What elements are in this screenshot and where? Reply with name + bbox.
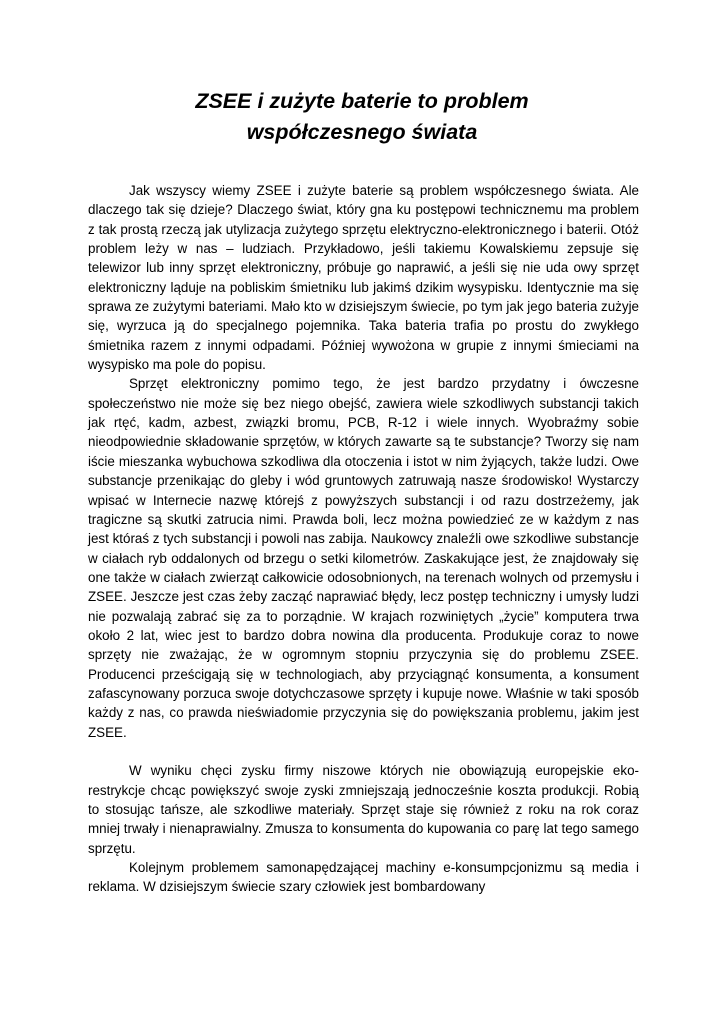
- paragraph-2: Sprzęt elektroniczny pomimo tego, że jest bardzo przydatny i ówczesne społeczeństwo nie może się bez niego obejść, zawiera wiele szkodliwych substancji takich jak rtęć, kadm, azbest, związki bromu, PCB, R-12 i wiele innych. Wyobraźmy sobie nieodpowiednie składowanie sprzętów, w których zawarte są te substancje? Tworzy się nam iście mieszanka wybuchowa szkodliwa dla otoczenia i istot w nim żyjących, także ludzi. Owe substancje przenikając do gleby i wód gruntowych zatruwają nasze środowisko! Wystarczy wpisać w Internecie nazwę którejś z powyższych substancji i od razu dostrzeżemy, jak tragiczne są skutki zatrucia nimi. Prawda boli, lecz można powiedzieć ze w każdym z nas jest któraś z tych substancji i powoli nas zabija. Naukowcy znaleźli owe szkodliwe substancje w ciałach ryb oddalonych od brzegu o setki kilometrów. Zaskakujące jest, że znajdowały się one także w ciałach zwierząt całkowicie odosobnionych, na terenach wolnych od przemysłu i ZSEE. Jeszcze jest czas żeby zacząć naprawiać błędy, lecz postęp techniczny i umysły ludzi nie pozwalają zabrać się za to porządnie. W krajach rozwiniętych „życie” komputera trwa około 2 lat, wiec jest to bardzo dobra nowina dla producenta. Produkuje coraz to nowe sprzęty nie zważając, że w ogromnym stopniu przyczynia się do problemu ZSEE. Producenci prześcigają się w technologiach, aby przyciągnąć konsumenta, a konsument zafascynowany porzuca swoje dotychczasowe sprzęty i kupuje nowe. Właśnie w taki sposób każdy z nas, co prawda nieświadomie przyczynia się do powiększania problemu, jakim jest ZSEE.: [88, 376, 639, 740]
- document-body: [88, 181, 639, 897]
- paragraph-4: Kolejnym problemem samonapędzającej machiny e-konsumpcjonizmu są media i reklama. W dzisiejszym świecie szary człowiek jest bombardowany: [88, 860, 639, 895]
- paragraph-3: W wyniku chęci zysku firmy niszowe których nie obowiązują europejskie eko-restrykcje chcąc powiększyć swoje zyski zmniejszają jednocześnie koszta produkcji. Robią to stosując tańsze, ale szkodliwe materiały. Sprzęt staje się również z roku na rok coraz mniej trwały i nienaprawialny. Zmusza to konsumenta do kupowania co parę lat tego samego sprzętu.: [88, 763, 639, 856]
- paragraph-1: Jak wszyscy wiemy ZSEE i zużyte baterie są problem współczesnego świata. Ale dlaczego tak się dzieje? Dlaczego świat, który gna ku postępowi technicznemu ma problem z tak prostą rzeczą jak utylizacja zużytego sprzętu elektryczno-elektronicznego i baterii. Otóż problem leży w nas – ludziach. Przykładowo, jeśli takiemu Kowalskiemu zepsuje się telewizor lub inny sprzęt elektroniczny, próbuje go naprawić, a jeśli się nie uda owy sprzęt elektroniczny ląduje na pobliskim śmietniku lub jakimś dzikim wysypisku. Identycznie ma się sprawa ze zużytymi bateriami. Mało kto w dzisiejszym świecie, po tym jak jego bateria zużyje się, wyrzuca ją do specjalnego pojemnika. Taka bateria trafia po prostu do zwykłego śmietnika razem z innymi odpadami. Później wywożona w grupie z innymi śmieciami na wysypisko ma pole do popisu.: [88, 183, 639, 373]
- document-title: [88, 86, 636, 148]
- title-line-2: współczesnego świata: [246, 120, 478, 144]
- title-line-1: ZSEE i zużyte baterie to problem: [195, 89, 529, 113]
